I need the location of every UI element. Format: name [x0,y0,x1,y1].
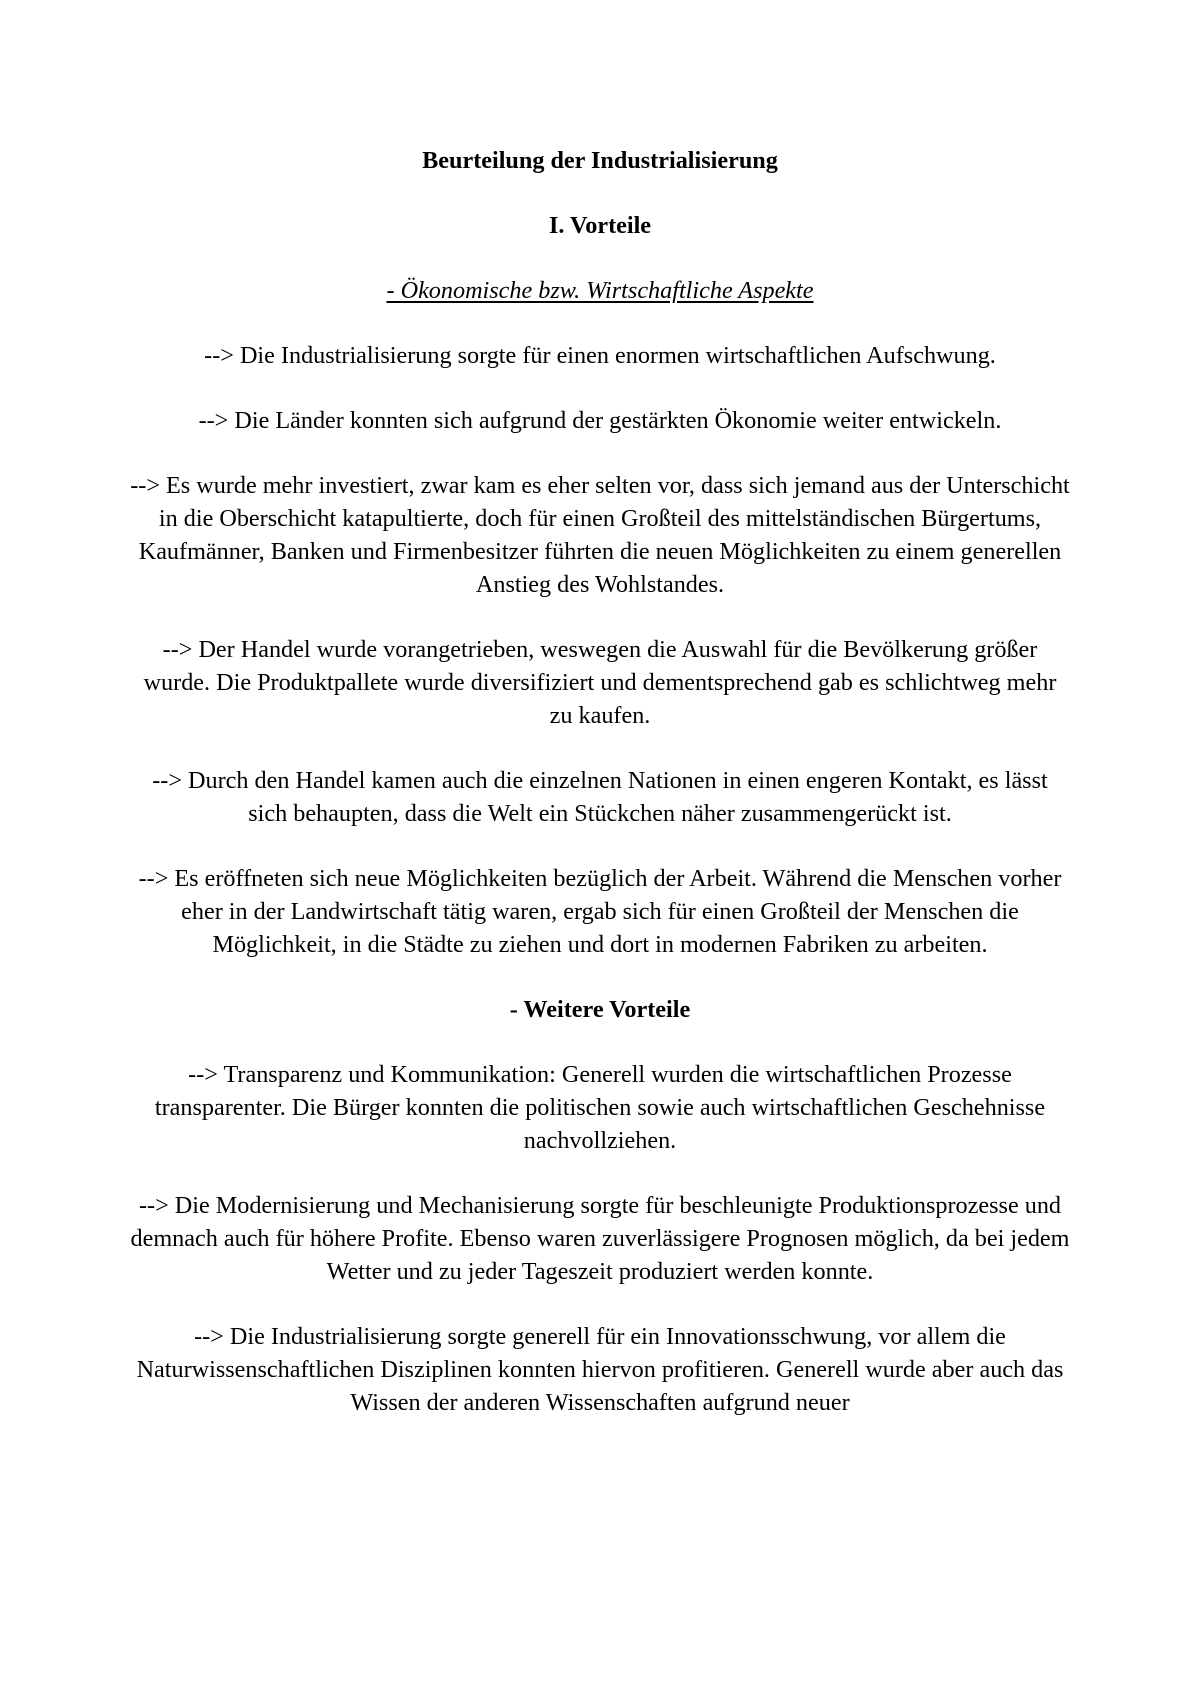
paragraph-economic-3: --> Es wurde mehr investiert, zwar kam es eher selten vor, dass sich jemand aus der Unterschicht in die Oberschicht katapultierte, doch für einen Großteil des mittelständischen Bürgertums, Kaufmänner, Banken und Firmenbesitzer führten die neuen Möglichkeiten zu einem generellen Anstieg des Wohlstandes. [130,472,1070,598]
paragraph-economic-5: --> Durch den Handel kamen auch die einzelnen Nationen in einen engeren Kontakt, es lässt sich behaupten, dass die Welt ein Stückchen näher zusammengerückt ist. [152,767,1048,827]
paragraph-further-2: --> Die Modernisierung und Mechanisierung sorgte für beschleunigte Produktionsprozesse und demnach auch für höhere Profite. Ebenso waren zuverlässigere Prognosen möglich, da bei jedem Wetter und zu jeder Tageszeit produziert werden konnte. [130,1192,1070,1285]
subheading-further-advantages: - Weitere Vorteile [509,996,691,1023]
paragraph-economic-6: --> Es eröffneten sich neue Möglichkeiten bezüglich der Arbeit. Während die Menschen vorher eher in der Landwirtschaft tätig waren, ergab sich für einen Großteil der Menschen die Möglichkeit, in die Städte zu ziehen und dort in modernen Fabriken zu arbeiten. [138,865,1062,958]
paragraph-economic-1: --> Die Industrialisierung sorgte für einen enormen wirtschaftlichen Aufschwung. [204,342,996,369]
section-heading-advantages: I. Vorteile [548,212,652,239]
document-title: Beurteilung der Industrialisierung [422,147,778,174]
paragraph-further-3: --> Die Industrialisierung sorgte generell für ein Innovationsschwung, vor allem die Naturwissenschaftlichen Disziplinen konnten hiervon profitieren. Generell wurde aber auch das Wissen der anderen Wissenschaften aufgrund neuer [136,1323,1064,1416]
subheading-economic-aspects: - Ökonomische bzw. Wirtschaftliche Aspekte [386,277,814,304]
paragraph-economic-4: --> Der Handel wurde vorangetrieben, weswegen die Auswahl für die Bevölkerung größer wurde. Die Produktpallete wurde diversifiziert und dementsprechend gab es schlichtweg mehr zu kaufen. [143,636,1057,729]
paragraph-economic-2: --> Die Länder konnten sich aufgrund der gestärkten Ökonomie weiter entwickeln. [198,407,1002,434]
paragraph-further-1: --> Transparenz und Kommunikation: Generell wurden die wirtschaftlichen Prozesse transparenter. Die Bürger konnten die politischen sowie auch wirtschaftlichen Geschehnisse nachvollziehen. [154,1061,1046,1154]
